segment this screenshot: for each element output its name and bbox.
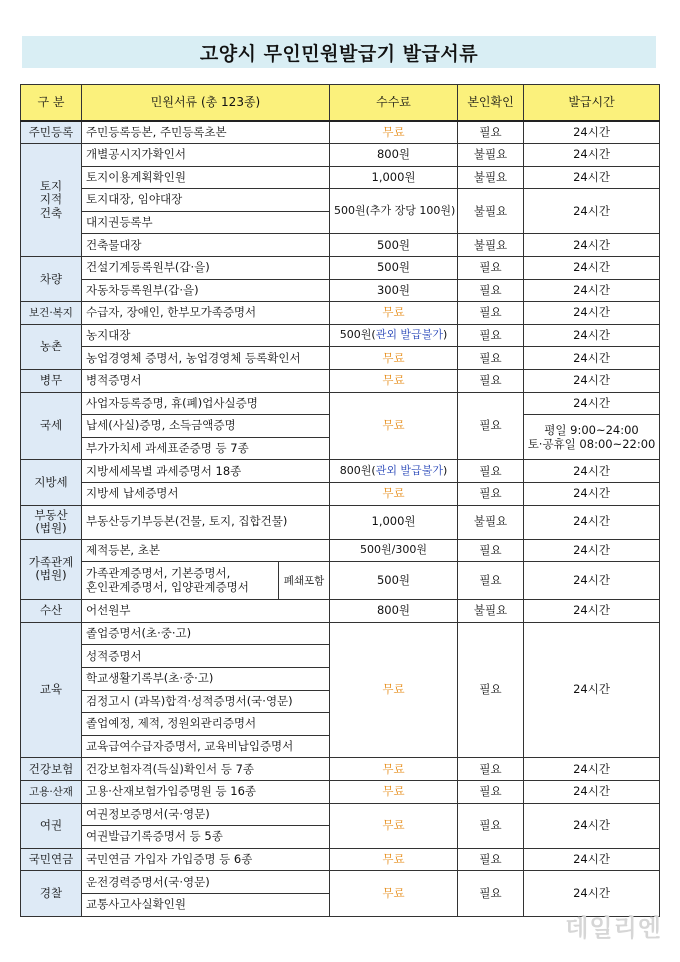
hours-cell: 24시간 [524, 460, 660, 483]
document-cell: 수급자, 장애인, 한부모가족증명서 [82, 302, 330, 325]
document-cell: 주민등록등본, 주민등록초본 [82, 121, 330, 144]
table-row [21, 460, 660, 483]
hours-cell: 24시간 [524, 302, 660, 325]
category-cell: 부동산 (법원) [21, 505, 82, 539]
category-cell: 농촌 [21, 324, 82, 369]
hours-cell: 24시간 [524, 562, 660, 600]
identity-cell: 필요 [458, 121, 524, 144]
document-note-cell: 폐쇄포함 [279, 562, 330, 600]
hours-cell: 24시간 [524, 324, 660, 347]
fee-note: 관외 발급불가 [375, 328, 443, 342]
document-cell: 건강보험자격(득실)확인서 등 7종 [82, 758, 330, 781]
document-title: 고양시 무인민원발급기 발급서류 [22, 36, 656, 68]
table-row [21, 279, 660, 302]
document-cell: 운전경력증명서(국·영문) [82, 871, 330, 894]
document-cell: 농업경영체 증명서, 농업경영체 등록확인서 [82, 347, 330, 370]
document-cell: 졸업예정, 제적, 정원외관리증명서 [82, 713, 330, 736]
table-row [21, 166, 660, 189]
document-cell: 가족관계증명서, 기본증명서, 혼인관계증명서, 입양관계증명서 [82, 562, 279, 600]
category-cell: 고용·산재 [21, 780, 82, 803]
document-cell: 지방세세목별 과세증명서 18종 [82, 460, 330, 483]
table-row [21, 848, 660, 871]
hours-cell: 24시간 [524, 166, 660, 189]
table-row [21, 780, 660, 803]
document-cell: 고용·산재보험가입증명원 등 16종 [82, 780, 330, 803]
category-cell: 주민등록 [21, 121, 82, 144]
header-fee: 수수료 [330, 85, 458, 122]
fee-cell: 무료 [330, 803, 458, 848]
document-cell: 농지대장 [82, 324, 330, 347]
identity-cell: 필요 [458, 780, 524, 803]
identity-cell: 필요 [458, 347, 524, 370]
hours-cell: 24시간 [524, 505, 660, 539]
hours-cell: 24시간 [524, 189, 660, 234]
document-cell: 검정고시 (과목)합격·성적증명서(국·영문) [82, 690, 330, 713]
hours-cell: 24시간 [524, 279, 660, 302]
identity-cell: 필요 [458, 460, 524, 483]
fee-cell: 500원 [330, 257, 458, 280]
table-row [21, 483, 660, 506]
fee-paren: ) [442, 463, 448, 477]
hours-cell: 24시간 [524, 234, 660, 257]
fee-amount: 800원( [339, 463, 376, 477]
hours-cell: 24시간 [524, 803, 660, 848]
fee-cell: 무료 [330, 392, 458, 460]
hours-cell: 24시간 [524, 392, 660, 415]
fee-cell: 1,000원 [330, 505, 458, 539]
document-cell: 자동차등록원부(갑·을) [82, 279, 330, 302]
table-row [21, 505, 660, 539]
hours-cell: 24시간 [524, 483, 660, 506]
document-cell: 학교생활기록부(초·중·고) [82, 667, 330, 690]
identity-cell: 불필요 [458, 600, 524, 623]
table-row [21, 370, 660, 393]
document-cell: 제적등본, 초본 [82, 539, 330, 562]
fee-amount: 500원( [339, 328, 376, 342]
hours-cell: 24시간 [524, 600, 660, 623]
identity-cell: 필요 [458, 324, 524, 347]
hours-cell: 24시간 [524, 539, 660, 562]
category-cell: 병무 [21, 370, 82, 393]
fee-cell: 500원 [330, 562, 458, 600]
identity-cell: 필요 [458, 302, 524, 325]
document-cell: 개별공시지가확인서 [82, 144, 330, 167]
category-cell: 가족관계 (법원) [21, 539, 82, 600]
hours-cell: 24시간 [524, 758, 660, 781]
category-cell: 국세 [21, 392, 82, 460]
document-cell: 대지권등록부 [82, 211, 330, 234]
identity-cell: 불필요 [458, 505, 524, 539]
document-cell: 부동산등기부등본(건물, 토지, 집합건물) [82, 505, 330, 539]
table-row [21, 562, 660, 600]
category-cell: 보건·복지 [21, 302, 82, 325]
header-identity: 본인확인 [458, 85, 524, 122]
identity-cell: 불필요 [458, 189, 524, 234]
table-row [21, 539, 660, 562]
table-row [21, 622, 660, 645]
identity-cell: 필요 [458, 392, 524, 460]
hours-weekend: 토·공휴일 08:00~22:00 [527, 437, 656, 452]
fee-cell: 무료 [330, 622, 458, 758]
document-cell: 지방세 납세증명서 [82, 483, 330, 506]
document-cell: 병적증명서 [82, 370, 330, 393]
hours-cell: 24시간 [524, 121, 660, 144]
identity-cell: 필요 [458, 848, 524, 871]
identity-cell: 필요 [458, 622, 524, 758]
identity-cell: 필요 [458, 257, 524, 280]
hours-cell: 24시간 [524, 780, 660, 803]
document-cell: 토지대장, 임야대장 [82, 189, 330, 212]
identity-cell: 필요 [458, 803, 524, 848]
table-row [21, 871, 660, 894]
documents-table [20, 84, 660, 917]
category-cell: 차량 [21, 257, 82, 302]
identity-cell: 불필요 [458, 166, 524, 189]
identity-cell: 필요 [458, 539, 524, 562]
watermark-logo: 데일리엔 [565, 914, 662, 942]
fee-cell: 1,000원 [330, 166, 458, 189]
document-cell: 여권정보증명서(국·영문) [82, 803, 330, 826]
fee-cell: 800원 [330, 600, 458, 623]
hours-cell: 24시간 [524, 347, 660, 370]
identity-cell: 불필요 [458, 234, 524, 257]
table-row [21, 144, 660, 167]
category-cell: 경찰 [21, 871, 82, 916]
fee-cell: 무료 [330, 483, 458, 506]
hours-cell: 24시간 [524, 871, 660, 916]
document-cell: 성적증명서 [82, 645, 330, 668]
hours-cell: 24시간 [524, 848, 660, 871]
hours-cell: 24시간 [524, 257, 660, 280]
category-cell: 수산 [21, 600, 82, 623]
table-row [21, 302, 660, 325]
header-hours: 발급시간 [524, 85, 660, 122]
identity-cell: 필요 [458, 871, 524, 916]
fee-cell: 무료 [330, 848, 458, 871]
fee-cell: 500원/300원 [330, 539, 458, 562]
identity-cell: 필요 [458, 483, 524, 506]
category-cell: 건강보험 [21, 758, 82, 781]
fee-cell: 무료 [330, 302, 458, 325]
table-row [21, 347, 660, 370]
document-cell: 여권발급기록증명서 등 5종 [82, 826, 330, 849]
hours-cell: 24시간 [524, 370, 660, 393]
fee-cell: 무료 [330, 871, 458, 916]
table-row [21, 324, 660, 347]
category-cell: 지방세 [21, 460, 82, 505]
category-cell: 여권 [21, 803, 82, 848]
fee-cell: 300원 [330, 279, 458, 302]
document-cell: 토지이용계획확인원 [82, 166, 330, 189]
fee-cell: 500원(추가 장당 100원) [330, 189, 458, 234]
fee-paren: ) [442, 328, 448, 342]
fee-cell: 500원 [330, 234, 458, 257]
table-row [21, 234, 660, 257]
table-row [21, 257, 660, 280]
fee-cell: 무료 [330, 780, 458, 803]
document-cell: 부가가치세 과세표준증명 등 7종 [82, 437, 330, 460]
table-row [21, 600, 660, 623]
document-cell: 사업자등록증명, 휴(폐)업사실증명 [82, 392, 330, 415]
fee-cell: 800원 [330, 144, 458, 167]
identity-cell: 필요 [458, 758, 524, 781]
hours-cell: 24시간 [524, 144, 660, 167]
fee-note: 관외 발급불가 [375, 463, 443, 477]
category-cell: 국민연금 [21, 848, 82, 871]
hours-weekday: 평일 9:00~24:00 [544, 422, 639, 437]
table-header-row [21, 85, 660, 122]
category-cell: 토지 지적 건축 [21, 144, 82, 257]
header-category: 구 분 [21, 85, 82, 122]
identity-cell: 필요 [458, 562, 524, 600]
fee-cell: 무료 [330, 121, 458, 144]
header-document: 민원서류 (총 123종) [82, 85, 330, 122]
category-cell: 교육 [21, 622, 82, 758]
table-row [21, 121, 660, 144]
document-cell: 교통사고사실확인원 [82, 893, 330, 916]
hours-cell: 24시간 [524, 622, 660, 758]
identity-cell: 불필요 [458, 144, 524, 167]
document-cell: 어선원부 [82, 600, 330, 623]
identity-cell: 필요 [458, 279, 524, 302]
document-cell: 납세(사실)증명, 소득금액증명 [82, 415, 330, 438]
fee-cell: 무료 [330, 347, 458, 370]
fee-cell [330, 460, 458, 483]
table-row [21, 189, 660, 212]
identity-cell: 필요 [458, 370, 524, 393]
document-cell: 국민연금 가입자 가입증명 등 6종 [82, 848, 330, 871]
fee-cell: 무료 [330, 370, 458, 393]
table-row [21, 803, 660, 826]
document-cell: 건축물대장 [82, 234, 330, 257]
table-row [21, 392, 660, 415]
table-row [21, 758, 660, 781]
document-cell: 교육급여수급자증명서, 교육비납입증명서 [82, 735, 330, 758]
fee-cell [330, 324, 458, 347]
document-cell: 졸업증명서(초·중·고) [82, 622, 330, 645]
document-cell: 건설기계등록원부(갑·을) [82, 257, 330, 280]
fee-cell: 무료 [330, 758, 458, 781]
hours-cell [524, 415, 660, 460]
